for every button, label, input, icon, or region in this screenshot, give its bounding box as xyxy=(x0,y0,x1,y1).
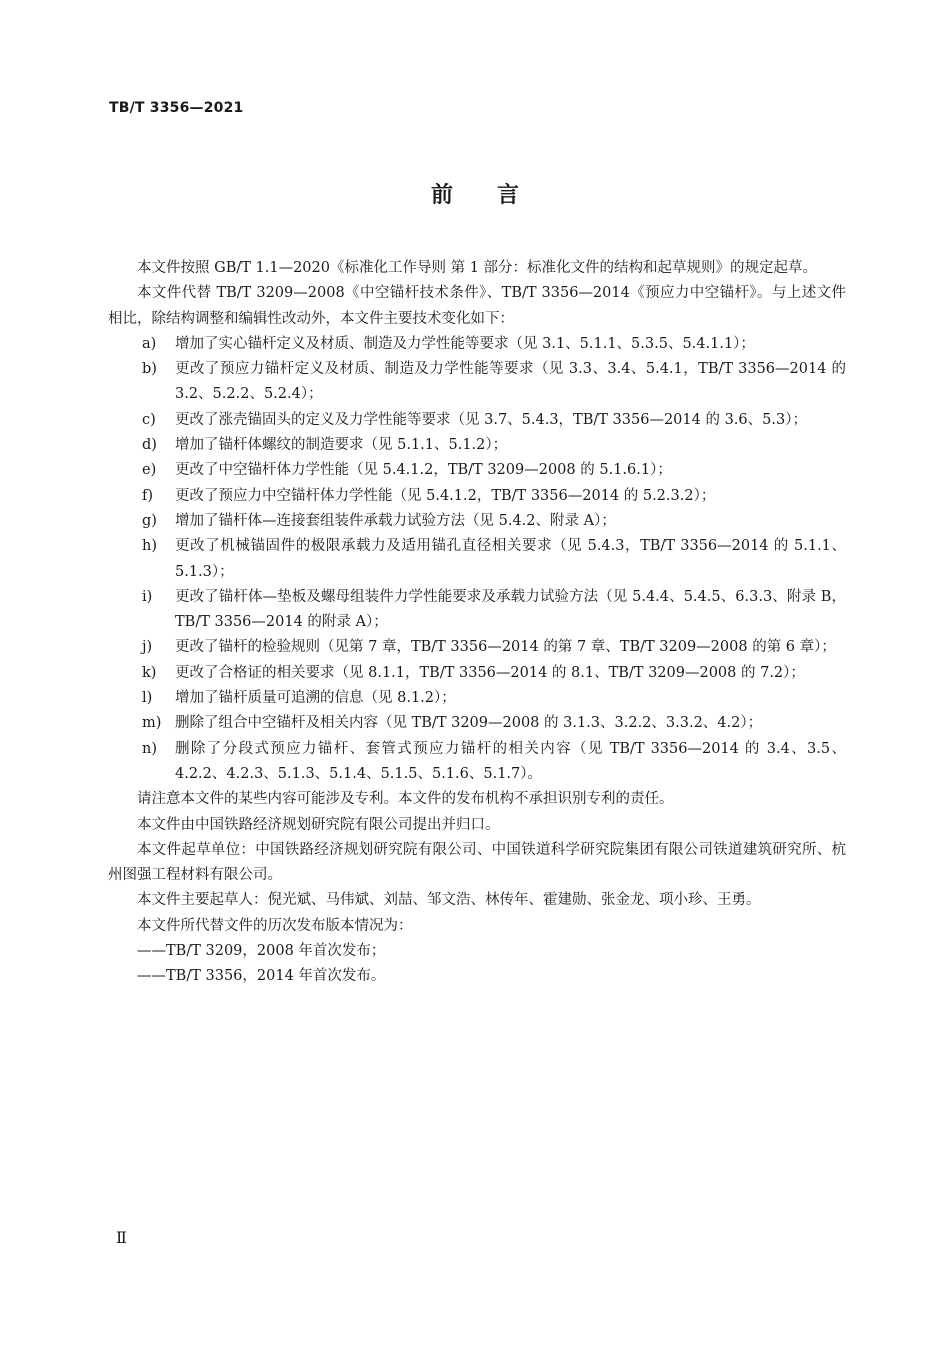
list-text: 增加了锚杆质量可追溯的信息（见 8.1.2）； xyxy=(175,690,456,707)
list-text: 增加了实心锚杆定义及材质、制造及力学性能等要求（见 3.1、5.1.1、5.3.5、5.4.1.1）； xyxy=(175,335,755,352)
list-label: g) xyxy=(142,512,157,529)
list-item xyxy=(108,534,846,585)
list-label: j) xyxy=(142,639,153,656)
proposer-paragraph: 本文件由中国铁路经济规划研究院有限公司提出并归口。 xyxy=(137,816,500,833)
list-item xyxy=(108,433,846,458)
history-intro-paragraph: 本文件所代替文件的历次发布版本情况为： xyxy=(137,917,413,934)
list-label: m) xyxy=(142,715,162,732)
list-text: 删除了分段式预应力锚杆、套管式预应力锚杆的相关内容（见 TB/T 3356—2014 的 3.4、3.5、4.2.2、4.2.3、5.1.3、5.1.4、5.1.5、5.1.6、5.1.7）。 xyxy=(175,740,846,782)
list-label: h) xyxy=(142,538,157,555)
list-item xyxy=(108,458,846,483)
list-item xyxy=(108,711,846,736)
page-title: 前言 xyxy=(430,183,563,208)
list-text: 更改了机械锚固件的极限承载力及适用锚孔直径相关要求（见 5.4.3，TB/T 3356—2014 的 5.1.1、5.1.3）； xyxy=(175,538,846,580)
list-item xyxy=(108,332,846,357)
drafters-paragraph: 本文件主要起草人：倪光斌、马伟斌、刘喆、邹文浩、林传年、霍建勋、张金龙、项小珍、王勇。 xyxy=(137,892,761,909)
list-text: 更改了中空锚杆体力学性能（见 5.4.1.2，TB/T 3209—2008 的 5.1.6.1）； xyxy=(175,462,672,479)
history-item: ——TB/T 3356，2014 年首次发布。 xyxy=(137,968,386,985)
intro-paragraph: 本文件按照 GB/T 1.1—2020《标准化工作导则 第 1 部分：标准化文件的结构和起草规则》的规定起草。 xyxy=(137,260,818,276)
list-item xyxy=(108,635,846,660)
list-item xyxy=(108,408,846,433)
list-text: 增加了锚杆体螺纹的制造要求（见 5.1.1、5.1.2）； xyxy=(175,437,508,454)
list-text: 删除了组合中空锚杆及相关内容（见 TB/T 3209—2008 的 3.1.3、3.2.2、3.3.2、4.2）； xyxy=(175,715,763,732)
list-item xyxy=(108,357,846,408)
list-label: k) xyxy=(142,664,157,681)
history-item: ——TB/T 3209，2008 年首次发布； xyxy=(137,943,386,960)
patent-notice: 请注意本文件的某些内容可能涉及专利。本文件的发布机构不承担识别专利的责任。 xyxy=(137,791,674,808)
list-text: 更改了锚杆体—垫板及螺母组装件力学性能要求及承载力试验方法（见 5.4.4、5.4.5、6.3.3、附录 B，TB/T 3356—2014 的附录 A）； xyxy=(175,588,846,631)
intro-paragraph: 本文件代替 TB/T 3209—2008《中空锚杆技术条件》、TB/T 3356—2014《预应力中空锚杆》。与上述文件相比，除结构调整和编辑性改动外，本文件主要技术变化如下： xyxy=(108,285,846,327)
list-label: l) xyxy=(142,690,153,707)
standard-code: TB/T 3356—2021 xyxy=(109,100,244,116)
list-label: d) xyxy=(142,437,157,454)
list-item xyxy=(108,484,846,509)
list-item xyxy=(108,661,846,686)
page-number: Ⅱ xyxy=(116,1228,127,1247)
list-item xyxy=(108,686,846,711)
list-label: c) xyxy=(142,411,156,428)
list-text: 更改了预应力锚杆定义及材质、制造及力学性能等要求（见 3.3、3.4、5.4.1，TB/T 3356—2014 的 3.2、5.2.2、5.2.4）； xyxy=(175,361,846,403)
changes-list xyxy=(108,332,846,787)
list-text: 更改了锚杆的检验规则（见第 7 章，TB/T 3356—2014 的第 7 章、TB/T 3209—2008 的第 6 章）； xyxy=(175,639,836,656)
list-label: b) xyxy=(142,361,157,378)
list-text: 更改了涨壳锚固头的定义及力学性能等要求（见 3.7、5.4.3，TB/T 3356—2014 的 3.6、5.3）； xyxy=(175,411,807,428)
list-text: 增加了锚杆体—连接套组装件承载力试验方法（见 5.4.2、附录 A）； xyxy=(175,512,616,529)
list-label: i) xyxy=(142,588,153,605)
list-item xyxy=(108,737,846,788)
list-label: e) xyxy=(142,462,157,479)
list-label: n) xyxy=(142,740,157,757)
list-item xyxy=(108,585,846,636)
list-item xyxy=(108,509,846,534)
document-body xyxy=(108,256,846,990)
list-label: a) xyxy=(142,335,157,352)
list-text: 更改了合格证的相关要求（见 8.1.1，TB/T 3356—2014 的 8.1、TB/T 3209—2008 的 7.2）； xyxy=(175,664,805,681)
list-text: 更改了预应力中空锚杆体力学性能（见 5.4.1.2，TB/T 3356—2014 的 5.2.3.2）； xyxy=(175,487,716,504)
drafting-units-paragraph: 本文件起草单位：中国铁路经济规划研究院有限公司、中国铁道科学研究院集团有限公司铁道建筑研究所、杭州图强工程材料有限公司。 xyxy=(108,841,846,884)
list-label: f) xyxy=(142,487,154,504)
